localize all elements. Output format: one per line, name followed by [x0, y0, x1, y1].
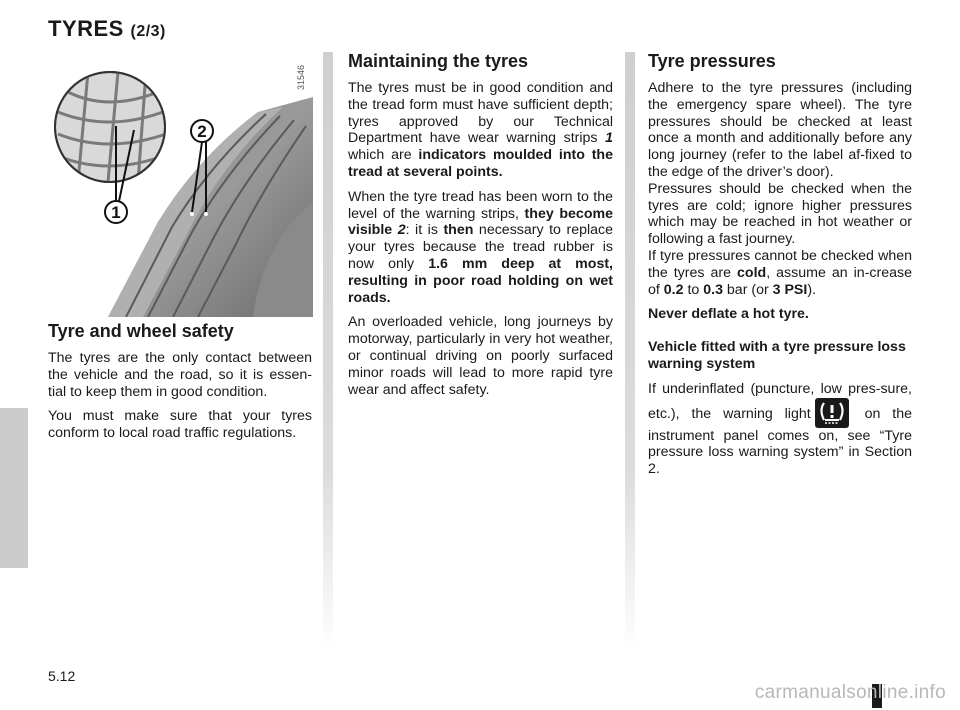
- tyre-pressure-warning-icon: [815, 398, 849, 428]
- right-paragraph-2: Pressures should be checked when the tyres are cold; ignore higher pressures which may be reached in hot weather or following a fast journey.: [648, 180, 912, 248]
- section-side-tab: [0, 408, 28, 568]
- figure-code: 31546: [296, 64, 306, 90]
- callout-2: 2: [197, 122, 207, 141]
- middle-column: [348, 50, 613, 406]
- title-text: TYRES: [48, 16, 124, 41]
- subheading-warning-system: Vehicle fitted with a tyre pressure loss warning system: [648, 339, 906, 372]
- left-paragraph-2: You must make sure that your tyres conform to local road traffic regulations.: [48, 408, 312, 442]
- title-part: (2/3): [130, 23, 166, 40]
- heading-tyre-pressures: Tyre pressures: [648, 51, 776, 71]
- right-column: [648, 50, 912, 486]
- middle-paragraph-3: An overloaded vehicle, long journeys by motorway, particularly in very hot weather, or continual driving on poorly surfaced minor roads will lead to more rapid tyre wear and affect safety.: [348, 314, 613, 398]
- column-separator-2: [625, 52, 635, 652]
- heading-maintaining: Maintaining the tyres: [348, 51, 529, 71]
- middle-paragraph-1: The tyres must be in good condition and the tread form must have sufficient depth; tyres approved by our Technical Department have wear warning strips 1 which are indicators moulded into the tread at several points.: [348, 80, 613, 180]
- right-paragraph-3: If tyre pressures cannot be checked when the tyres are cold, assume an in-crease of 0.2 to 0.3 bar (or 3 PSI).: [648, 247, 912, 298]
- watermark: carmanualsonline.info: [754, 682, 946, 703]
- page-title: [48, 16, 166, 42]
- middle-paragraph-2: When the tyre tread has been worn to the level of the warning strips, they become visible 2: it is then necessary to replace your tyres because the tread rubber is now only 1.6 mm deep at most, resulting in poor road holding on wet roads.: [348, 188, 613, 306]
- left-paragraph-1: The tyres are the only contact between the vehicle and the road, so it is essen-tial to keep them in good condition.: [48, 350, 312, 400]
- page-number: 5.12: [48, 668, 76, 684]
- tyre-illustration: [48, 52, 313, 317]
- right-paragraph-1: Adhere to the tyre pressures (including the emergency spare wheel). The tyre pressures should be checked at least once a month and additionally before any long journey (refer to the label af-fixed to the edge of the driver’s door).: [648, 80, 912, 180]
- hot-tyre-warning: Never deflate a hot tyre.: [648, 306, 809, 323]
- column-separator-1: [323, 52, 333, 652]
- right-paragraph-4: If underinflated (puncture, low pres-sure, etc.), the warning light on the instrument panel comes on, see “Tyre pressure loss warning system” in Section 2.: [648, 380, 912, 478]
- callout-1: 1: [111, 203, 121, 222]
- left-column: [48, 320, 312, 450]
- heading-tyre-safety: Tyre and wheel safety: [48, 321, 234, 341]
